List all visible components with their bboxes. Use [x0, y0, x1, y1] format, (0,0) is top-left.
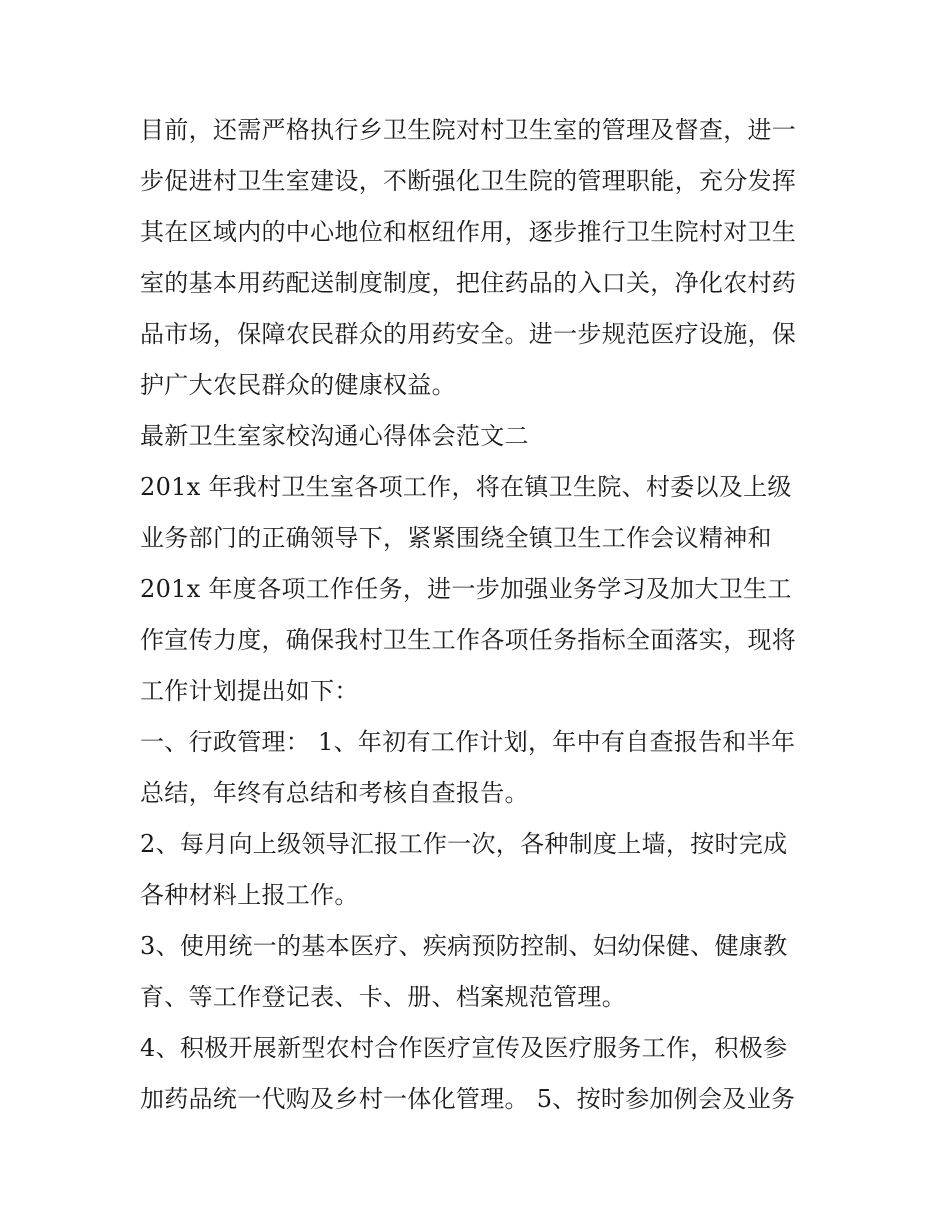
text-line: 各种材料上报工作。 [140, 881, 359, 909]
text-line: 其在区域内的中心地位和枢纽作用，逐步推行卫生院村对卫生 [140, 218, 797, 246]
text-line: 总结，年终有总结和考核自查报告。 [140, 779, 529, 807]
text-line: 作宣传力度，确保我村卫生工作各项任务指标全面落实，现将 [140, 626, 797, 654]
section-heading: 最新卫生室家校沟通心得体会范文二 [140, 422, 529, 450]
text-line: 一、行政管理： 1、年初有工作计划，年中有自查报告和半年 [140, 728, 796, 756]
text-line: 业务部门的正确领导下，紧紧围绕全镇卫生工作会议精神和 [140, 524, 772, 552]
text-line: 201x 年我村卫生室各项工作，将在镇卫生院、村委以及上级 [140, 473, 792, 501]
text-line: 工作计划提出如下： [140, 677, 359, 705]
text-line: 室的基本用药配送制度制度，把住药品的入口关，净化农村药 [140, 269, 797, 297]
text-line: 201x 年度各项工作任务，进一步加强业务学习及加大卫生工 [140, 575, 792, 603]
text-line: 目前，还需严格执行乡卫生院对村卫生室的管理及督查，进一 [140, 116, 797, 144]
text-line: 3、使用统一的基本医疗、疾病预防控制、妇幼保健、健康教 [140, 932, 788, 960]
text-line: 加药品统一代购及乡村一体化管理。 5、按时参加例会及业务 [140, 1085, 796, 1113]
text-line: 育、等工作登记表、卡、册、档案规范管理。 [140, 983, 626, 1011]
text-line: 护广大农民群众的健康权益。 [140, 371, 456, 399]
text-line: 2、每月向上级领导汇报工作一次，各种制度上墙，按时完成 [140, 830, 788, 858]
text-line: 4、积极开展新型农村合作医疗宣传及医疗服务工作，积极参 [140, 1034, 788, 1062]
text-line: 品市场，保障农民群众的用药安全。进一步规范医疗设施，保 [140, 320, 797, 348]
text-line: 步促进村卫生室建设，不断强化卫生院的管理职能，充分发挥 [140, 167, 797, 195]
